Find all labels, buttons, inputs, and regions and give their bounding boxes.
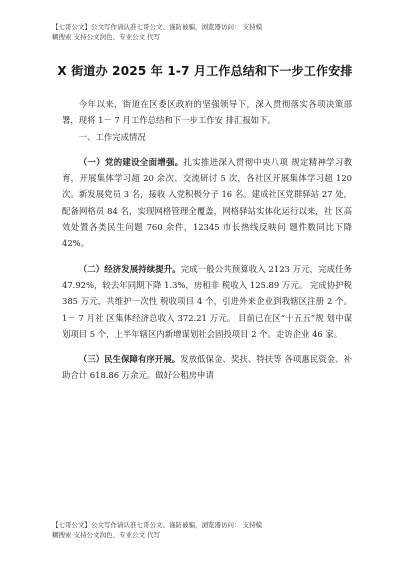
item-1-paragraph [62, 154, 352, 252]
header-note [52, 22, 382, 42]
item-1-text: 扎实推进深入贯彻中央八项 规定精神学习教育，开展集体学习超 20 余次、交流研讨 5 次，各社区开展集体学习超 120 次。新发展党员 3 名，接收 入党积极分子 16 名。建成社区党群驿站 27 处，配备网格员 84 名，实现网格管理全覆盖，网格驿站实体化运行以来，社 区高效处置各类民生问题 760 余件，12345 市长热线反映问 题件数同比下降 42%。 [62, 156, 353, 249]
header-note-line-2: 糊搜索 支持公文润色、专业公文 代写 [52, 33, 161, 41]
item-2-paragraph [62, 261, 352, 342]
footer-note-line-1: 【七哥公文】公文写作请认准七哥公文、谨防被骗，浏览器访问： 支持模 [52, 521, 263, 529]
item-3-text: 发放低保金、奖扶、特扶等 各项惠民资金、补助合计 618.86 万余元。做好公租房申请 [62, 354, 352, 381]
document-title: X 街道办 2025 年 1-7 月工作总结和下一步工作安排 [57, 64, 353, 78]
item-3-paragraph [62, 351, 352, 384]
item-2-lead: （二）经济发展持续提升。 [78, 263, 181, 274]
item-1-lead: （一）党的建设全面增强。 [78, 156, 184, 167]
document-body [62, 96, 352, 384]
intro-paragraph: 今年以来，街道在区委区政府的坚强领导下，深入贯彻落实各项决策部署，现将 1－ 7 月工作总结和下一步工作安 排汇报如下。 [62, 99, 352, 126]
item-3-lead: （三）民生保障有序开展。 [78, 354, 181, 365]
footer-note-line-2: 糊搜索 支持公文润色、专业公文 代写 [52, 531, 161, 539]
item-2-text: 完成一般公共预算收入 2123 万元，完成任务 47.92%，较去年同期下降 1.3%，房租非 税收入 125.89 万元。 完成协护税 385 万元，共维护一次性 税收项目 4 个，引进外来企业到我辖区注册 2 个。1－ 7 月社 区集体经济总收入 372.21 万元。 目前已在区“十五五”规 划中谋划项目 5 个，上半年辖区内新增谋划社会固投项目 2 个。走访企业 46 家。 [62, 263, 353, 339]
footer-note [52, 520, 382, 540]
header-note-line-1: 【七哥公文】公文写作请认准七哥公文、谨防被骗，浏览器访问： 支持模 [52, 23, 263, 31]
section-heading: 一、工作完成情况 [78, 131, 146, 142]
